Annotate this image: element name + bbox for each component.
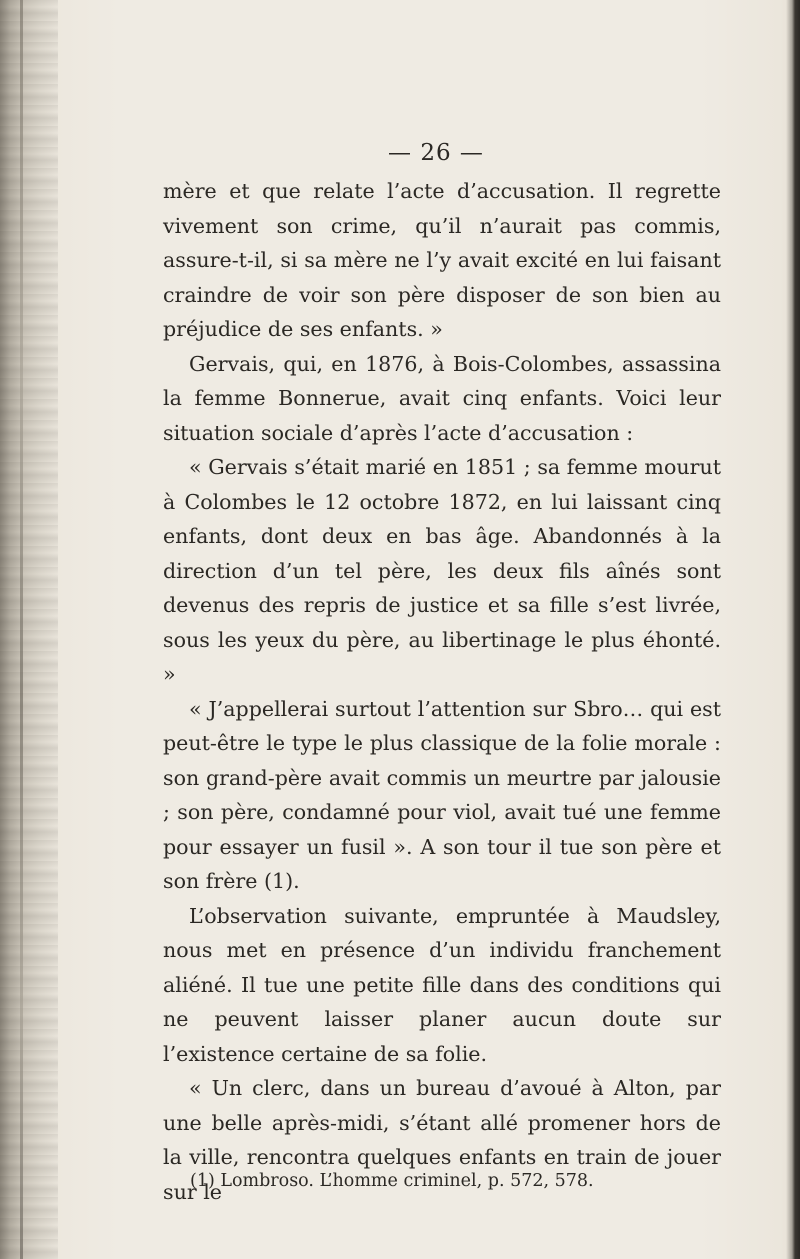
paragraph-1: mère et que relate l’acte d’accusation. Il regrette vivement son crime, qu’il n’aurait pas commis, assure-t-il, si sa mère ne l’y avait excité en lui faisant craindre de voir son père disposer de son bien au préjudice de ses enfants. » (163, 179, 721, 341)
footnote: (1) Lombroso. L’homme criminel, p. 572, 578. (190, 1171, 594, 1191)
paragraph-5: L’observation suivante, empruntée à Maudsley, nous met en présence d’un individu franchement aliéné. Il tue une petite fille dans des conditions qui ne peuvent laisser planer aucun doute sur l’existence certaine de sa folie. (163, 903, 721, 1066)
body-text (163, 174, 721, 1209)
gutter-streak (20, 0, 23, 1259)
paragraph-2: Gervais, qui, en 1876, à Bois-Colombes, assassina la femme Bonnerue, avait cinq enfants. Voici leur situation sociale d’après l’acte d’accusation : (163, 351, 721, 445)
paragraph-3: « Gervais s’était marié en 1851 ; sa femme mourut à Colombes le 12 octobre 1872, en lui laissant cinq enfants, dont deux en bas âge. Abandonnés à la direction d’un tel père, les deux fils aînés sont devenus des repris de justice et sa fille s’est livrée, sous les yeux du père, au libertinage le plus éhonté. » (163, 455, 721, 686)
paragraph-6: « Un clerc, dans un bureau d’avoué à Alton, par une belle après-midi, s’étant allé promener hors de la ville, rencontra quelques enfants en train de jouer sur le (163, 1076, 721, 1204)
page-number: — 26 — (388, 140, 484, 166)
book-gutter-shadow (0, 0, 58, 1259)
page-right-edge (786, 0, 800, 1259)
paragraph-4: « J’appellerai surtout l’attention sur Sbro… qui est peut-être le type le plus classique de la folie morale : son grand-père avait commis un meurtre par jalousie ; son père, condamné pour viol, avait tué une femme pour essayer un fusil ». A son tour il tue son père et son frère (1). (163, 696, 721, 893)
